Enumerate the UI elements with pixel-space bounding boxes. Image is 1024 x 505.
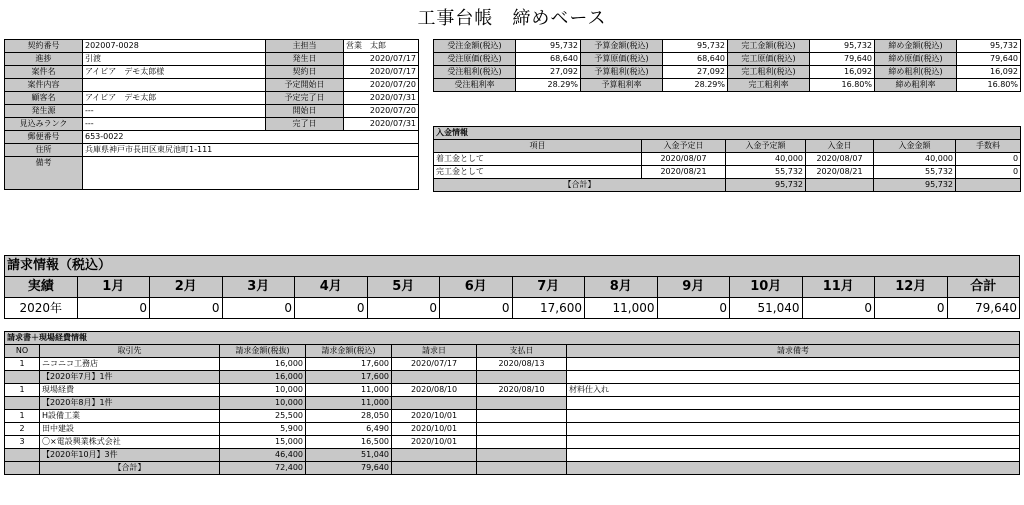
invoice-row: [5, 384, 1020, 397]
amount-value: 95,732: [663, 40, 728, 53]
billing-header: 1月: [77, 277, 150, 298]
invoice-header: NO: [5, 345, 40, 358]
invoice-cell: 11,000: [306, 397, 392, 410]
billing-cell: 17,600: [512, 298, 585, 319]
amount-value: 27,092: [663, 66, 728, 79]
payment-cell: 0: [956, 166, 1021, 179]
billing-cell: 0: [295, 298, 368, 319]
invoice-cell: 10,000: [220, 384, 306, 397]
info-label: 契約番号: [5, 40, 83, 53]
invoice-cell: 6,490: [306, 423, 392, 436]
amount-row: [434, 40, 1021, 53]
invoice-cell: 2020/10/01: [392, 436, 477, 449]
payment-header: 入金予定額: [726, 140, 806, 153]
invoice-cell: 5,900: [220, 423, 306, 436]
invoice-cell: 17,600: [306, 358, 392, 371]
amount-value: 16.80%: [957, 79, 1021, 92]
invoice-cell: 【2020年8月】1件: [40, 397, 220, 410]
payment-cell: 55,732: [726, 166, 806, 179]
invoice-cell: 2020/07/17: [392, 358, 477, 371]
invoice-total-empty: [477, 462, 567, 475]
invoice-header: 取引先: [40, 345, 220, 358]
payment-header: 入金日: [806, 140, 874, 153]
payment-cell: 2020/08/21: [642, 166, 726, 179]
invoice-cell: 2020/08/10: [392, 384, 477, 397]
invoice-cell: [567, 371, 1020, 384]
billing-cell: 0: [440, 298, 513, 319]
payment-cell: 40,000: [726, 153, 806, 166]
info-label: 開始日: [266, 105, 344, 118]
payment-header: 入金金額: [874, 140, 956, 153]
invoice-cell: 1: [5, 358, 40, 371]
info-label: 顧客名: [5, 92, 83, 105]
info-label: 案件内容: [5, 79, 83, 92]
billing-cell: 0: [150, 298, 223, 319]
amount-label: 完工粗利率: [728, 79, 810, 92]
invoice-cell: [567, 449, 1020, 462]
invoice-total-no: [5, 462, 40, 475]
invoice-header: 請求金額(税込): [306, 345, 392, 358]
billing-header: 5月: [367, 277, 440, 298]
amount-value: 28.29%: [663, 79, 728, 92]
info-label: 主担当: [266, 40, 344, 53]
amount-label: 受注原価(税込): [434, 53, 516, 66]
payment-header: 手数料: [956, 140, 1021, 153]
info-label: 完了日: [266, 118, 344, 131]
billing-cell: 0: [367, 298, 440, 319]
address-value: 兵庫県神戸市長田区東尻池町1-111: [83, 144, 419, 157]
amount-summary-table: [433, 39, 1021, 92]
payment-cell: 2020/08/21: [806, 166, 874, 179]
invoice-cell: 17,600: [306, 371, 392, 384]
payment-section-row: [434, 127, 1021, 140]
billing-header: 2月: [150, 277, 223, 298]
info-value: 2020/07/20: [344, 105, 419, 118]
memo-label: 備考: [5, 157, 83, 190]
payment-total-amount: 95,732: [874, 179, 956, 192]
payment-cell: 55,732: [874, 166, 956, 179]
invoice-cell: 16,000: [220, 371, 306, 384]
invoice-cell: ニコニコ工務店: [40, 358, 220, 371]
amount-value: 95,732: [516, 40, 581, 53]
invoice-cell: [5, 397, 40, 410]
info-value: 営業 太郎: [344, 40, 419, 53]
memo-value: [83, 157, 419, 190]
invoice-cell: 2020/08/10: [477, 384, 567, 397]
amount-label: 予算粗利率: [581, 79, 663, 92]
billing-cell: 2020年: [5, 298, 78, 319]
payment-total-planned: 95,732: [726, 179, 806, 192]
amount-value: 28.29%: [516, 79, 581, 92]
invoice-table: [4, 331, 1020, 475]
invoice-cell: 11,000: [306, 384, 392, 397]
billing-header: 実績: [5, 277, 78, 298]
invoice-cell: 材料仕入れ: [567, 384, 1020, 397]
invoice-header: 請求備考: [567, 345, 1020, 358]
invoice-cell: 16,500: [306, 436, 392, 449]
billing-header: 10月: [730, 277, 803, 298]
invoice-total-label: 【合計】: [40, 462, 220, 475]
amount-value: 16.80%: [810, 79, 875, 92]
invoice-cell: [567, 436, 1020, 449]
info-value: アイビア デモ太郎: [83, 92, 266, 105]
invoice-cell: 1: [5, 410, 40, 423]
billing-cell: 0: [222, 298, 295, 319]
info-row: [5, 53, 419, 66]
invoice-total-empty: [392, 462, 477, 475]
amount-label: 締め粗利(税込): [875, 66, 957, 79]
invoice-header-row: [5, 345, 1020, 358]
billing-header: 11月: [802, 277, 875, 298]
billing-header: 4月: [295, 277, 368, 298]
billing-cell: 0: [802, 298, 875, 319]
info-value: 2020/07/31: [344, 118, 419, 131]
invoice-cell: 25,500: [220, 410, 306, 423]
amount-label: 受注金額(税込): [434, 40, 516, 53]
invoice-cell: [567, 358, 1020, 371]
amount-label: 受注粗利(税込): [434, 66, 516, 79]
info-label: 発生日: [266, 53, 344, 66]
info-value: 2020/07/17: [344, 66, 419, 79]
info-value: アイビア デモ太郎様: [83, 66, 266, 79]
invoice-cell: 28,050: [306, 410, 392, 423]
invoice-cell: [392, 397, 477, 410]
amount-label: 予算原価(税込): [581, 53, 663, 66]
info-label: 予定開始日: [266, 79, 344, 92]
info-label: 予定完了日: [266, 92, 344, 105]
contract-info-table: [4, 39, 419, 190]
billing-header: 6月: [440, 277, 513, 298]
billing-cell: 0: [77, 298, 150, 319]
invoice-cell: 46,400: [220, 449, 306, 462]
info-value: 2020/07/20: [344, 79, 419, 92]
invoice-row: [5, 436, 1020, 449]
payment-row: [434, 166, 1021, 179]
info-value: 202007-0028: [83, 40, 266, 53]
amount-label: 締め金額(税込): [875, 40, 957, 53]
invoice-cell: 田中建設: [40, 423, 220, 436]
info-row: [5, 157, 419, 190]
payment-total-row: [434, 179, 1021, 192]
billing-cell: 79,640: [947, 298, 1020, 319]
invoice-row: [5, 449, 1020, 462]
invoice-cell: 2: [5, 423, 40, 436]
invoice-cell: 【2020年10月】3件: [40, 449, 220, 462]
amount-value: 68,640: [516, 53, 581, 66]
invoice-cell: 【2020年7月】1件: [40, 371, 220, 384]
billing-header: 7月: [512, 277, 585, 298]
payment-cell: 2020/08/07: [642, 153, 726, 166]
info-value: 引渡: [83, 53, 266, 66]
amount-label: 完工原価(税込): [728, 53, 810, 66]
amount-label: 締め原価(税込): [875, 53, 957, 66]
payment-header: 項目: [434, 140, 642, 153]
info-value: 2020/07/17: [344, 53, 419, 66]
amount-label: 完工金額(税込): [728, 40, 810, 53]
payment-cell: 0: [956, 153, 1021, 166]
info-label: 案件名: [5, 66, 83, 79]
info-row: [5, 144, 419, 157]
billing-section-title: 請求情報（税込）: [5, 256, 1020, 277]
invoice-cell: 16,000: [220, 358, 306, 371]
payment-cell: 2020/08/07: [806, 153, 874, 166]
payment-row: [434, 153, 1021, 166]
invoice-cell: 2020/10/01: [392, 410, 477, 423]
info-label: 見込みランク: [5, 118, 83, 131]
amount-label: 完工粗利(税込): [728, 66, 810, 79]
info-row: [5, 105, 419, 118]
payment-total-fee: [956, 179, 1021, 192]
payment-total-label: 【合計】: [434, 179, 726, 192]
billing-header: 3月: [222, 277, 295, 298]
invoice-cell: [392, 449, 477, 462]
info-label: 発生源: [5, 105, 83, 118]
invoice-cell: [477, 449, 567, 462]
billing-header: 12月: [875, 277, 948, 298]
billing-row: [5, 298, 1020, 319]
amount-row: [434, 66, 1021, 79]
invoice-row: [5, 397, 1020, 410]
invoice-total-row: [5, 462, 1020, 475]
invoice-cell: 〇×電設興業株式会社: [40, 436, 220, 449]
invoice-cell: 現場経費: [40, 384, 220, 397]
billing-cell: 11,000: [585, 298, 658, 319]
invoice-total-in: 79,640: [306, 462, 392, 475]
billing-cell: 0: [657, 298, 730, 319]
amount-row: [434, 79, 1021, 92]
invoice-cell: [392, 371, 477, 384]
amount-label: 予算金額(税込): [581, 40, 663, 53]
info-label: 進捗: [5, 53, 83, 66]
info-row: [5, 131, 419, 144]
payment-table: [433, 126, 1021, 192]
payment-cell: 着工金として: [434, 153, 642, 166]
invoice-cell: [477, 436, 567, 449]
postal-value: 653-0022: [83, 131, 419, 144]
info-value: [83, 79, 266, 92]
billing-header-row: [5, 277, 1020, 298]
invoice-cell: 2020/10/01: [392, 423, 477, 436]
info-row: [5, 118, 419, 131]
invoice-cell: 1: [5, 384, 40, 397]
info-row: [5, 40, 419, 53]
page-title: 工事台帳 締めベース: [417, 8, 607, 29]
payment-header: 入金予定日: [642, 140, 726, 153]
invoice-row: [5, 410, 1020, 423]
amount-value: 79,640: [810, 53, 875, 66]
address-label: 住所: [5, 144, 83, 157]
invoice-cell: 2020/08/13: [477, 358, 567, 371]
billing-cell: 0: [875, 298, 948, 319]
invoice-cell: 10,000: [220, 397, 306, 410]
invoice-row: [5, 358, 1020, 371]
info-label: 契約日: [266, 66, 344, 79]
billing-header: 合計: [947, 277, 1020, 298]
invoice-cell: [567, 397, 1020, 410]
invoice-row: [5, 371, 1020, 384]
amount-label: 締め粗利率: [875, 79, 957, 92]
invoice-cell: [477, 423, 567, 436]
amount-label: 予算粗利(税込): [581, 66, 663, 79]
invoice-cell: [477, 410, 567, 423]
payment-cell: 40,000: [874, 153, 956, 166]
info-value: ---: [83, 105, 266, 118]
amount-label: 受注粗利率: [434, 79, 516, 92]
info-row: [5, 79, 419, 92]
invoice-section-row: [5, 332, 1020, 345]
invoice-cell: 51,040: [306, 449, 392, 462]
invoice-cell: [5, 371, 40, 384]
amount-value: 68,640: [663, 53, 728, 66]
info-row: [5, 66, 419, 79]
amount-value: 95,732: [957, 40, 1021, 53]
payment-header-row: [434, 140, 1021, 153]
invoice-cell: [5, 449, 40, 462]
invoice-cell: 3: [5, 436, 40, 449]
invoice-row: [5, 423, 1020, 436]
invoice-total-empty: [567, 462, 1020, 475]
info-value: ---: [83, 118, 266, 131]
billing-header: 8月: [585, 277, 658, 298]
info-value: 2020/07/31: [344, 92, 419, 105]
invoice-cell: 15,000: [220, 436, 306, 449]
amount-value: 95,732: [810, 40, 875, 53]
payment-section-title: 入金情報: [434, 127, 1021, 140]
invoice-cell: [477, 397, 567, 410]
invoice-header: 請求金額(税抜): [220, 345, 306, 358]
payment-total-empty: [806, 179, 874, 192]
billing-section-row: [5, 256, 1020, 277]
postal-label: 郵便番号: [5, 131, 83, 144]
invoice-total-ex: 72,400: [220, 462, 306, 475]
amount-value: 27,092: [516, 66, 581, 79]
amount-value: 16,092: [810, 66, 875, 79]
invoice-section-title: 請求書＋現場経費情報: [5, 332, 1020, 345]
info-row: [5, 92, 419, 105]
invoice-cell: [567, 410, 1020, 423]
billing-cell: 51,040: [730, 298, 803, 319]
billing-monthly-table: [4, 255, 1020, 319]
billing-header: 9月: [657, 277, 730, 298]
amount-value: 79,640: [957, 53, 1021, 66]
invoice-header: 支払日: [477, 345, 567, 358]
amount-row: [434, 53, 1021, 66]
payment-cell: 完工金として: [434, 166, 642, 179]
invoice-cell: H設備工業: [40, 410, 220, 423]
amount-value: 16,092: [957, 66, 1021, 79]
invoice-header: 請求日: [392, 345, 477, 358]
invoice-cell: [567, 423, 1020, 436]
invoice-cell: [477, 371, 567, 384]
